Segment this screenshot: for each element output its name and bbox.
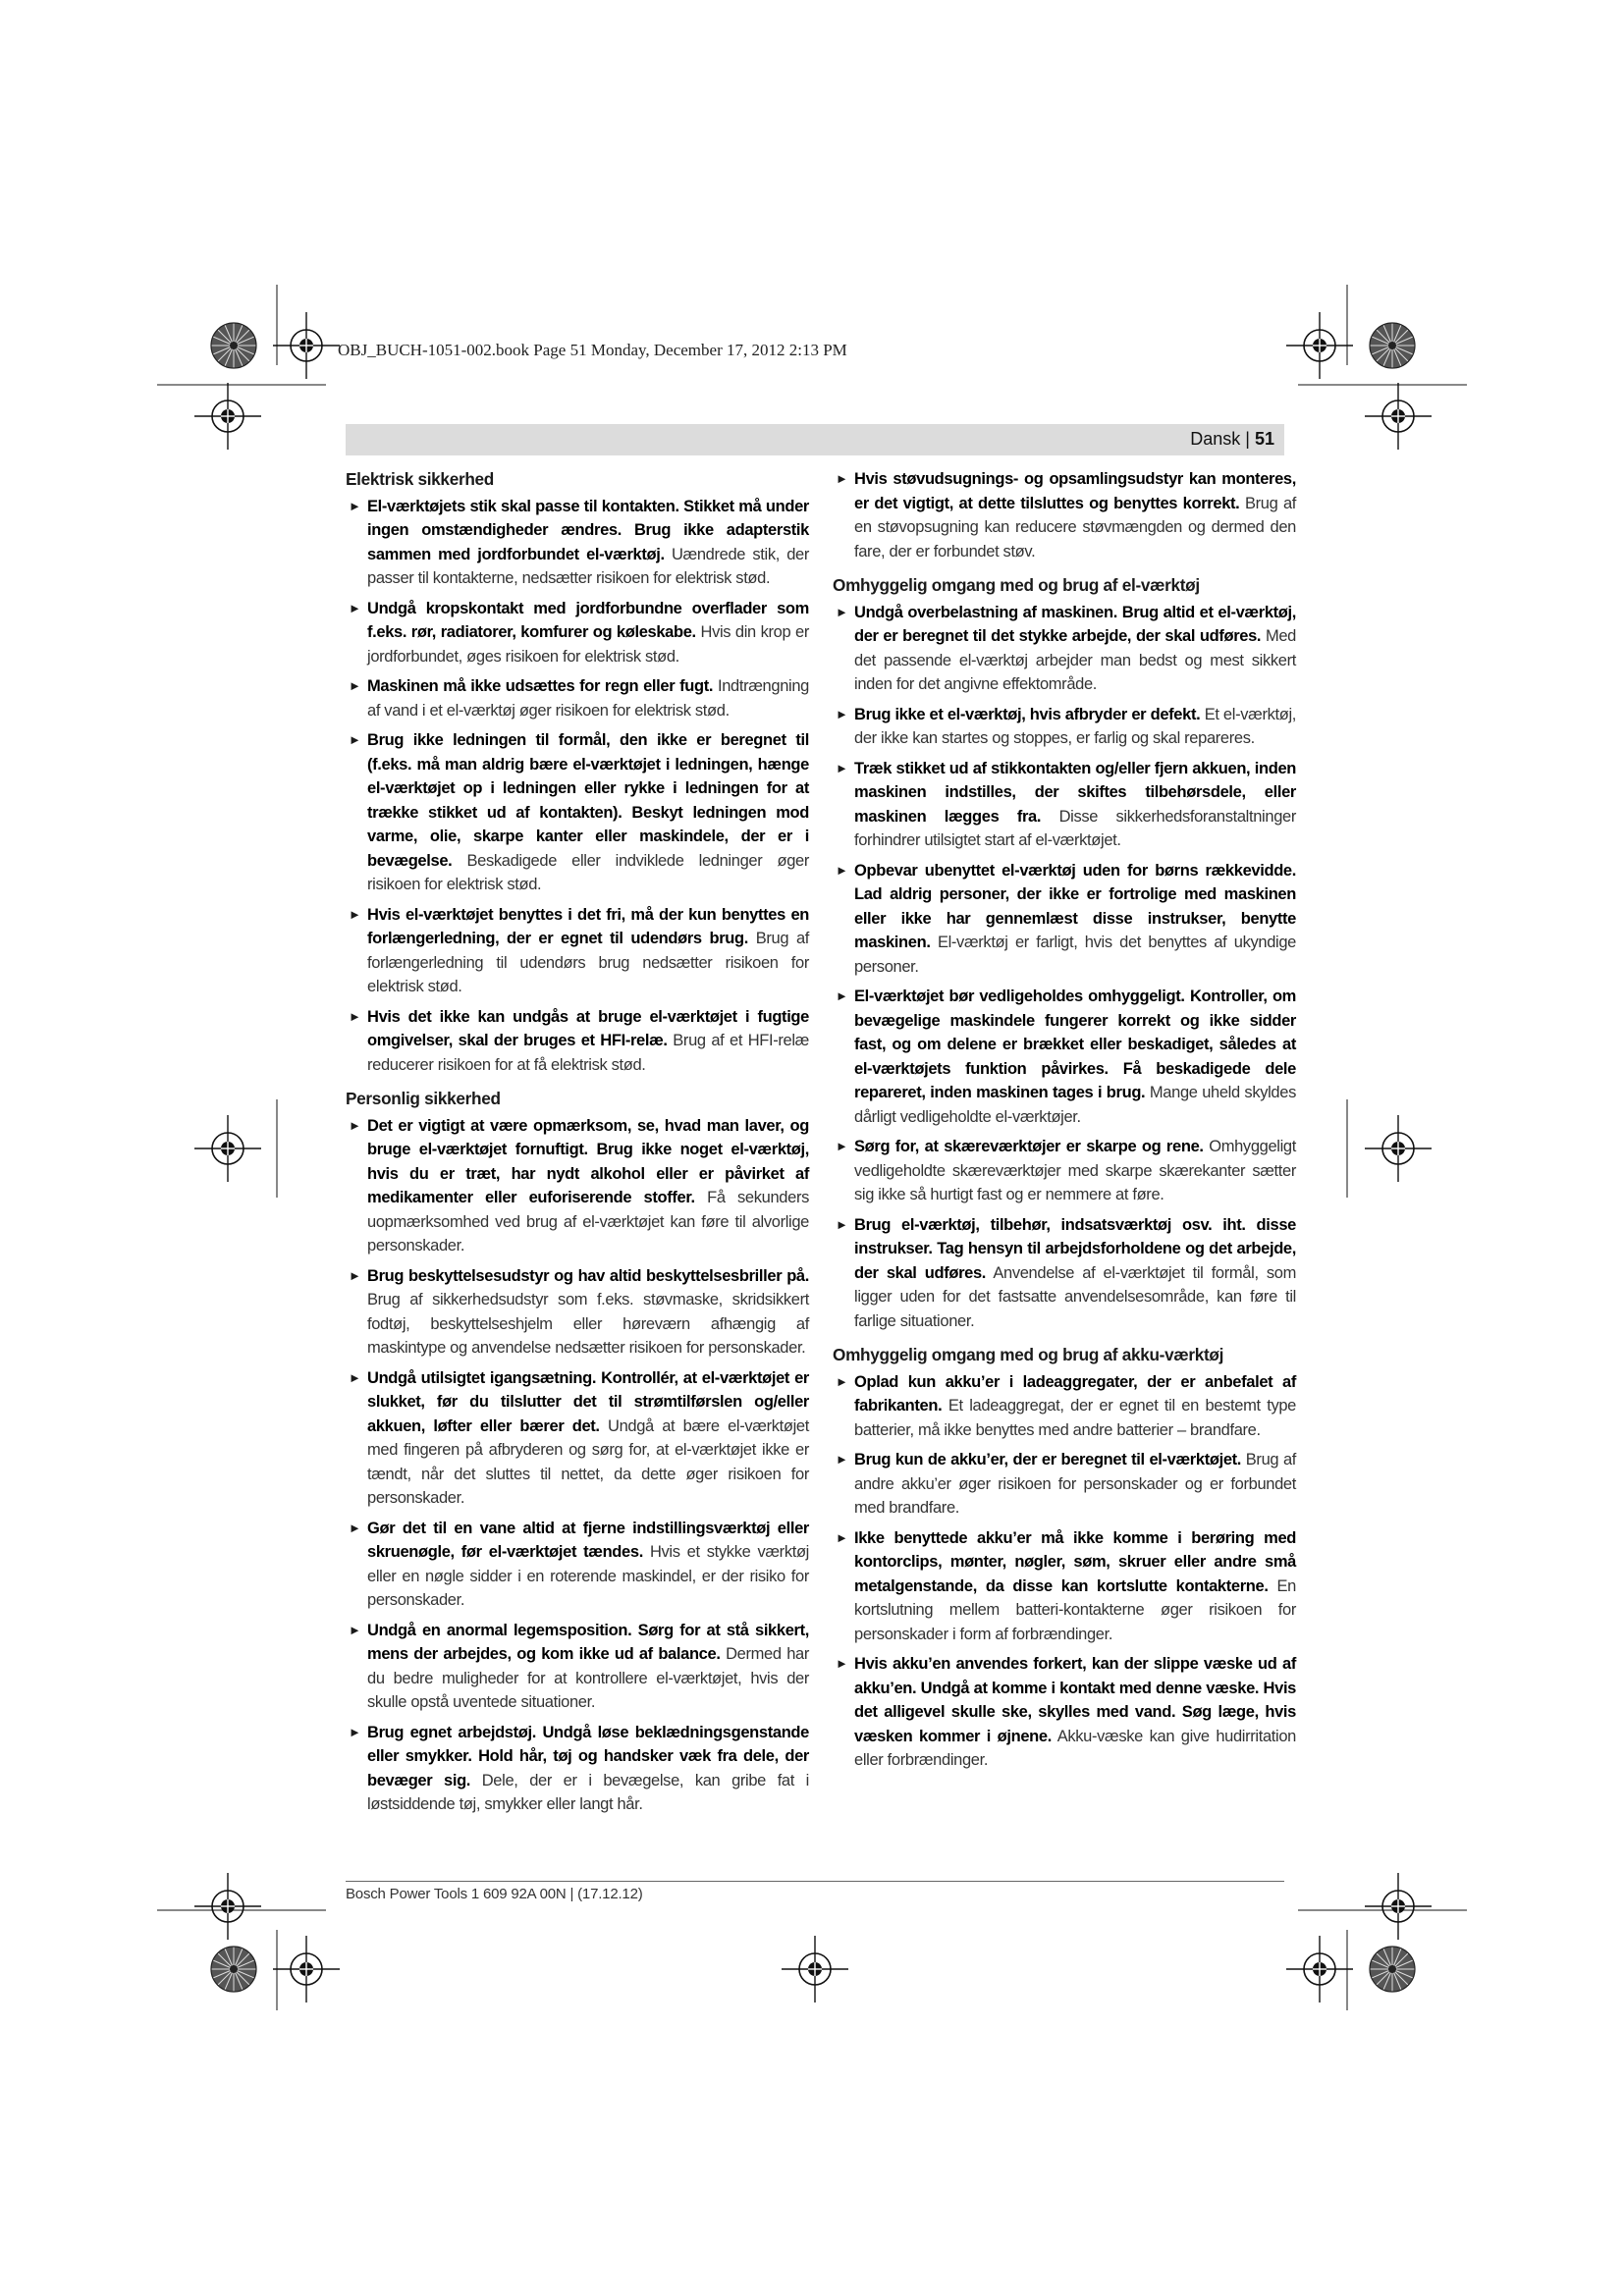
instruction-explanation: Omhyggeligt vedligeholdte skæreværktøjer med skarpe skærekanter sætter sig ikke så hurtigt fast og er nemmere at føre. [854,1138,1296,1203]
color-target-icon [211,1947,256,1992]
instruction-explanation: Disse sikkerhedsforanstaltninger forhindrer utilsigtet start af el-værktøjet. [854,807,1297,849]
bullet-arrow-icon: ► [349,498,361,513]
instruction-explanation: Hvis et stykke værktøj eller en nøgle sidder i en roterende maskindel, er der risiko for personskader. [367,1543,809,1609]
instruction-warning: Hvis det ikke kan undgås at bruge el-værktøjet i fugtige omgivelser, skal der bruges et HFI-relæ. [367,1007,809,1049]
section-heading: Omhyggelig omgang med og brug af akku-værktøj [833,1345,1224,1364]
registration-mark-icon [1365,383,1432,450]
left-column [346,467,809,1823]
header-separator: | [1245,429,1250,449]
instruction-explanation: Undgå at bære el-værktøjet med fingeren på afbryderen og sørg for, at el-værktøjet ikke er tændt, når det sluttes til nettet, da dette øger risikoen for personskader. [367,1416,809,1507]
bullet-arrow-icon: ► [349,600,361,615]
safety-instruction [833,1213,1296,1334]
instruction-explanation: Beskadigede eller indviklede ledninger øger risikoen for elektrisk stød. [367,851,809,893]
instruction-warning: Brug egnet arbejdstøj. Undgå løse beklædningsgenstande eller smykker. Hold hår, tøj og handsker væk fra dele, der bevæger sig. [367,1723,809,1789]
safety-instruction [833,859,1296,980]
safety-instruction [346,1619,809,1715]
instruction-explanation: En kortslutning mellem batteri-kontakterne øger risikoen for personskader i form af forbrændinger. [854,1576,1296,1643]
instruction-warning: Opbevar ubenyttet el-værktøj uden for børns rækkevidde. Lad aldrig personer, der ikke er fortrolige med maskinen eller ikke har gennemlæst disse instrukser, benytte maskinen. [854,861,1296,951]
instruction-explanation: Brug af andre akku’er øger risikoen for personskader og er forbundet med brandfare. [854,1451,1297,1517]
instruction-explanation: Dele, der er i bevægelse, kan gribe fat i løstsiddende tøj, smykker eller langt hår. [367,1771,809,1813]
footer-divider [346,1881,1284,1882]
safety-instruction [346,1114,809,1258]
safety-instruction [833,1448,1296,1521]
section-heading: Elektrisk sikkerhed [346,469,494,489]
bullet-arrow-icon: ► [836,988,848,1003]
instruction-warning: Brug ikke et el-værktøj, hvis afbryder er defekt. [854,705,1201,723]
section-heading: Personlig sikkerhed [346,1089,501,1108]
bullet-arrow-icon: ► [836,1656,848,1671]
page-label [1190,429,1274,450]
bullet-arrow-icon: ► [836,1216,848,1232]
instruction-explanation: Hvis din krop er jordforbundet, øges risikoen for elektrisk stød. [367,623,809,666]
instruction-warning: Brug kun de akku’er, der er beregnet til el-værktøjet. [854,1451,1242,1468]
safety-instruction [346,1005,809,1078]
safety-instruction [346,1721,809,1817]
bullet-arrow-icon: ► [349,906,361,922]
color-target-icon [211,323,256,368]
instruction-explanation: Mange uheld skyldes dårligt vedligeholdte el-værktøjer. [854,1084,1296,1126]
safety-instruction [346,1366,809,1511]
instruction-explanation: Anvendelse af el-værktøjet til formål, som ligger uden for det fastsatte anvendelsesområde, kan føre til farlige situationer. [854,1263,1296,1330]
bullet-arrow-icon: ► [349,1369,361,1385]
safety-instruction [833,703,1296,751]
instruction-warning: Gør det til en vane altid at fjerne indstillingsværktøj eller skruenøgle, før el-værktøjet tændes. [367,1519,809,1561]
instruction-explanation: Akku-væske kan give hudirritation eller forbrændinger. [854,1727,1296,1769]
safety-instruction [833,985,1296,1129]
bullet-arrow-icon: ► [836,1373,848,1389]
instruction-warning: El-værktøjets stik skal passe til kontakten. Stikket må under ingen omstændigheder ændres. Brug ikke adapterstik sammen med jordforbundet el-værktøj. [367,497,809,563]
instruction-warning: Hvis støvudsugnings- og opsamlingsudstyr kan monteres, er det vigtigt, at dette tilsluttes og benyttes korrekt. [854,470,1296,512]
safety-instruction [833,757,1296,853]
safety-instruction [833,1526,1296,1647]
safety-instruction [346,1264,809,1361]
instruction-explanation: Indtrængning af vand i et el-værktøj øger risikoen for elektrisk stød. [367,677,810,720]
instruction-warning: Brug beskyttelsesudstyr og hav altid beskyttelsesbriller på. [367,1266,809,1285]
instruction-warning: Sørg for, at skæreværktøjer er skarpe og rene. [854,1138,1204,1155]
bullet-arrow-icon: ► [836,706,848,721]
instruction-warning: Oplad kun akku’er i ladeaggregater, der er anbefalet af fabrikanten. [854,1372,1296,1415]
safety-instruction [833,1135,1296,1207]
instruction-warning: Undgå en anormal legemsposition. Sørg for at stå sikkert, mens der arbejdes, og kom ikke ud af balance. [367,1621,809,1663]
bullet-arrow-icon: ► [349,1520,361,1535]
registration-mark-icon [194,1115,261,1182]
safety-instruction [833,601,1296,697]
registration-mark-icon [782,1936,848,2002]
bullet-arrow-icon: ► [836,1452,848,1467]
bullet-arrow-icon: ► [349,732,361,747]
bullet-arrow-icon: ► [349,1267,361,1283]
instruction-explanation: Et el-værktøj, der ikke kan startes og stoppes, er farlig og skal repareres. [854,705,1296,747]
page-number: 51 [1254,429,1274,449]
safety-instruction [833,1652,1296,1773]
bullet-arrow-icon: ► [349,1008,361,1024]
page-footer: Bosch Power Tools 1 609 92A 00N | (17.12.12) [346,1886,643,1902]
safety-instruction [346,495,809,591]
registration-mark-icon [1365,1873,1432,1940]
color-target-icon [1370,323,1415,368]
registration-mark-icon [1286,312,1353,379]
color-target-icon [1370,1947,1415,1992]
registration-mark-icon [273,1936,340,2002]
instruction-warning: Hvis akku’en anvendes forkert, kan der slippe væske ud af akku’en. Undgå at komme i kontakt med denne væske. Hvis det alligevel skulle ske, skylles med vand. Søg læge, hvis væsken kommer i øjnene. [854,1655,1296,1745]
safety-instruction [346,1517,809,1613]
bullet-arrow-icon: ► [836,1139,848,1153]
bullet-arrow-icon: ► [349,1724,361,1739]
instruction-explanation: Brug af forlængerledning til udendørs brug nedsætter risikoen for elektrisk stød. [367,930,810,995]
instruction-explanation: Få sekunders uopmærksomhed ved brug af el-værktøjet kan føre til alvorlige personskader. [367,1189,809,1255]
safety-instruction [346,903,809,999]
instruction-warning: Det er vigtigt at være opmærksom, se, hvad man laver, og bruge el-værktøjet fornuftigt. Brug ikke noget el-værktøj, hvis du er træt, har nydt alkohol eller er påvirket af medikamenter eller euforiserende stoffer. [367,1116,809,1206]
instruction-warning: Træk stikket ud af stikkontakten og/eller fjern akkuen, inden maskinen indstilles, der skiftes tilbehørsdele, eller maskinen lægges fra. [854,759,1296,826]
safety-instruction [346,597,809,669]
bullet-arrow-icon: ► [349,1117,361,1133]
instruction-explanation: Brug af sikkerhedsudstyr som f.eks. støvmaske, skridsikkert fodtøj, beskyttelseshjelm eller høreværn afhængig af maskintype og anvendelse nedsætter risikoen for personskader. [367,1291,809,1357]
instruction-warning: Undgå utilsigtet igangsætning. Kontrollér, at el-værktøjet er slukket, før du tilslutter det til strømtilførslen og/eller akkuen, løfter eller bærer det. [367,1368,809,1435]
instruction-explanation: El-værktøj er farligt, hvis det benyttes af ukyndige personer. [854,934,1296,976]
bullet-arrow-icon: ► [836,862,848,878]
registration-mark-icon [194,383,261,450]
instruction-explanation: Et ladeaggregat, der er egnet til en bestemt type batterier, må ikke benyttes med andre batterier – brandfare. [854,1397,1296,1439]
instruction-warning: Ikke benyttede akku’er må ikke komme i berøring med kontorclips, mønter, nøgler, søm, skruer eller andre små metalgenstande, da disse kan kortslutte kontakterne. [854,1528,1296,1595]
bullet-arrow-icon: ► [349,678,361,693]
bullet-arrow-icon: ► [836,760,848,775]
instruction-warning: Undgå overbelastning af maskinen. Brug altid et el-værktøj, der er beregnet til det stykke arbejde, der skal udføres. [854,603,1296,645]
instruction-explanation: Brug af et HFI-relæ reducerer risikoen for at få elektrisk stød. [367,1032,810,1074]
section-heading: Omhyggelig omgang med og brug af el-værktøj [833,575,1200,595]
instruction-explanation: Med det passende el-værktøj arbejder man bedst og mest sikkert inden for det angivne effektområde. [854,627,1297,693]
instruction-warning: Maskinen må ikke udsættes for regn eller fugt. [367,677,714,695]
instruction-explanation: Brug af en støvopsugning kan reducere støvmængden og dermed den fare, der er forbundet støv. [854,494,1297,561]
safety-instruction [346,674,809,722]
instruction-warning: Brug el-værktøj, tilbehør, indsatsværktøj osv. iht. disse instrukser. Tag hensyn til arbejdsforholdene og det arbejde, der skal udføres. [854,1215,1296,1282]
bullet-arrow-icon: ► [836,471,848,486]
right-column [833,467,1296,1779]
registration-mark-icon [194,1873,261,1940]
instruction-warning: Undgå kropskontakt med jordforbundne overflader som f.eks. rør, radiatorer, komfurer og køleskabe. [367,599,809,641]
safety-instruction [346,728,809,897]
registration-mark-icon [273,312,340,379]
instruction-warning: Brug ikke ledningen til formål, den ikke er beregnet til (f.eks. må man aldrig bære el-værktøjet i ledningen, hænge el-værktøjet op i ledningen eller rykke i ledningen for at trække stikket ud af kontakten). Beskyt ledningen mod varme, olie, skarpe kanter eller maskindele, der er i bevægelse. [367,731,809,870]
registration-mark-icon [1365,1115,1432,1182]
instruction-warning: El-værktøjet bør vedligeholdes omhyggeligt. Kontroller, om bevægelige maskindele fungerer korrekt og ikke sidder fast, og om delene er brækket eller beskadiget, således at el-værktøjets funktion påvirkes. Få beskadigede dele repareret, inden maskinen tages i brug. [854,988,1296,1101]
instruction-warning: Hvis el-værktøjet benyttes i det fri, må der kun benyttes en forlængerledning, der er egnet til udendørs brug. [367,905,809,947]
page-header-bar [346,424,1284,455]
instruction-explanation: Dermed har du bedre muligheder for at kontrollere el-værktøjet, hvis der skulle opstå uventede situationer. [367,1645,810,1711]
bullet-arrow-icon: ► [836,1529,848,1545]
bullet-arrow-icon: ► [836,604,848,619]
safety-instruction [833,1370,1296,1443]
registration-mark-icon [1286,1936,1353,2002]
instruction-explanation: Uændrede stik, der passer til kontakterne, nedsætter risikoen for elektrisk stød. [367,545,810,587]
language-label: Dansk [1190,429,1241,449]
safety-instruction [833,467,1296,563]
bullet-arrow-icon: ► [349,1622,361,1637]
book-info-line: OBJ_BUCH-1051-002.book Page 51 Monday, December 17, 2012 2:13 PM [338,341,847,359]
